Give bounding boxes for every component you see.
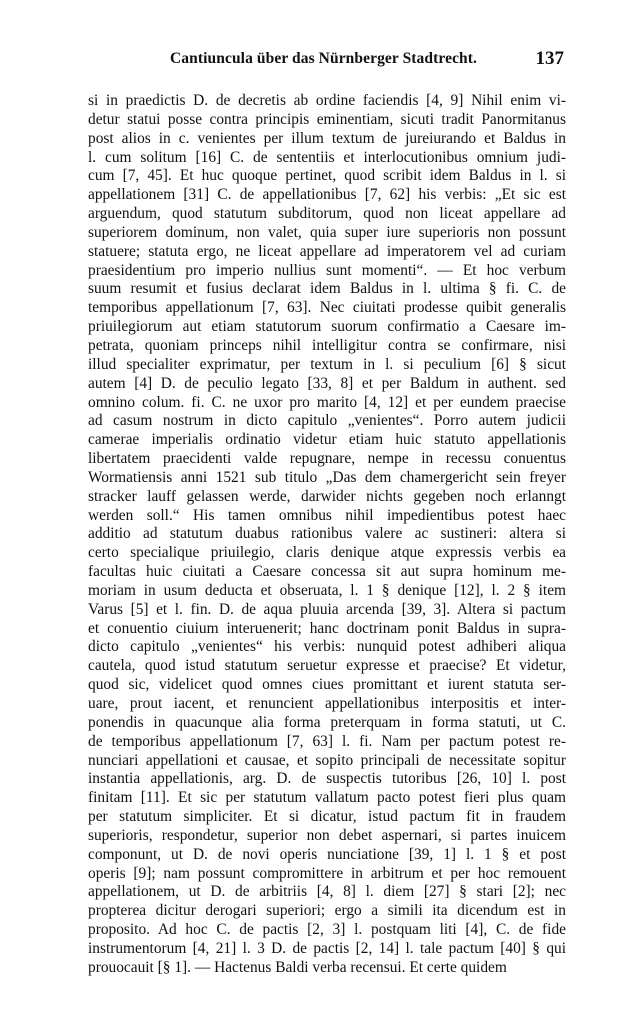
text-line: appellationem [31] C. de appellationibus [7, 62] his verbis: „Et sic est — [88, 186, 566, 204]
text-line: praesidentium pro imperio nullius sunt momenti“. — Et hoc verbum — [88, 261, 566, 279]
text-line: prouocauit [§ 1]. — Hactenus Baldi verba recensui. Et certe quidem — [88, 958, 507, 976]
text-line: temporibus appellationum [7, 63]. Nec ciuitati prodesse quibit generalis — [88, 299, 566, 317]
text-line: priuilegiorum aut etiam statutorum suorum confirmatio a Caesare im- — [88, 318, 566, 336]
text-line: suum resumit et fusius declarat idem Baldus in l. ultima § fi. C. de — [88, 280, 566, 298]
text-line: petrata, quoniam princeps nihil intelligitur contra se confirmare, nisi — [88, 336, 566, 354]
text-line: propterea dicitur derogari superiori; ergo a simili ita dicendum est in — [88, 902, 566, 920]
text-line: l. cum solitum [16] C. de sententiis et interlocutionibus omnium judi- — [88, 148, 566, 166]
text-line: detur statui posse contra principis eminentiam, sicuti tradit Panormitanus — [88, 110, 566, 128]
text-line: ad casum nostrum in dicto capitulo „venientes“. Porro autem judicii — [88, 412, 566, 430]
text-line: facultas huic ciuitati a Caesare concessa sit aut supra hominum me- — [88, 563, 566, 581]
text-line: omnino colum. fi. C. ne uxor pro marito [4, 12] et per eundem praecise — [88, 393, 566, 411]
text-line: si in praedictis D. de decretis ab ordine faciendis [4, 9] Nihil enim vi- — [88, 92, 566, 109]
body-text — [88, 92, 566, 978]
text-line: proposito. Ad hoc C. de pactis [2, 3] l. postquam liti [4], C. de fide — [88, 921, 566, 939]
text-line: ponendis in quacunque alia forma preterquam in forma statuti, ut C. — [88, 713, 566, 731]
text-line: post alios in c. venientes per illum textum de jureiurando et Baldus in — [88, 129, 566, 147]
text-line: additio ad statutum duabus rationibus valere ac sustineri: altera si — [88, 525, 566, 543]
text-line: Varus [5] et l. fin. D. de aqua pluuia arcenda [39, 3]. Altera si pactum — [88, 600, 566, 618]
text-line: uare, prout iacent, et renuncient appellationibus interpositis et inter- — [88, 695, 566, 712]
text-line: superiorem dominum, non valet, quia super iure superioris non possunt — [88, 223, 566, 241]
running-header — [88, 50, 568, 72]
text-line: superioris, respondetur, superior non debet aspernari, si partes inuicem — [88, 826, 566, 844]
text-line: werden soll.“ His tamen omnibus nihil impedientibus potest haec — [88, 506, 566, 524]
text-line: quod sic, videlicet quod omnes ciues promittant et iurent statuta ser- — [88, 676, 566, 694]
text-line: de temporibus appellationum [7, 63] l. fi. Nam per pactum potest re- — [88, 732, 566, 750]
text-line: autem [4] D. de peculio legato [33, 8] et per Baldum in authent. sed — [88, 374, 566, 392]
text-line: cum [7, 45]. Et huc quoque pertinet, quod scribit idem Baldus in l. si — [88, 167, 566, 185]
text-line: appellationem, ut D. de arbitriis [4, 8] l. diem [27] § stari [2]; nec — [88, 883, 566, 901]
text-line: componunt, ut D. de novi operis nunciatione [39, 1] l. 1 § et post — [88, 845, 566, 863]
text-line: nunciari appellationi et causae, et sopito principali de necessitate sopitur — [88, 751, 566, 769]
text-line: camerae imperialis ordinatio videtur etiam huic statuto appellationis — [88, 431, 566, 449]
text-line: et conuentio ciuium interuenerit; hanc doctrinam ponit Baldus in supra- — [88, 619, 566, 637]
page-number: 137 — [535, 48, 564, 69]
text-line: Wormatiensis anni 1521 sub titulo „Das dem chamergericht sein freyer — [88, 468, 566, 486]
text-line: cautela, quod istud statutum seruetur expresse et praecise? Et videtur, — [88, 657, 566, 675]
running-title: Cantiuncula über das Nürnberger Stadtrecht. — [170, 50, 478, 67]
text-line: dicto capitulo „venientes“ his verbis: nunquid potest adhiberi aliqua — [88, 638, 566, 656]
text-line: per statutum simpliciter. Et si dicatur, istud pactum fit in fraudem — [88, 808, 566, 826]
text-line: moriam in usum deducta et obseruata, l. 1 § denique [12], l. 2 § item — [88, 581, 566, 599]
text-line: operis [9]; nam possunt compromittere in arbitrum et per hoc remouent — [88, 864, 566, 882]
text-line: stracker lauff gelassen werde, darwider nichts gegeben noch erlanngt — [88, 487, 566, 505]
text-line: illud specialiter exprimatur, per textum in l. si peculium [6] § sicut — [88, 355, 566, 373]
text-line: instrumentorum [4, 21] l. 3 D. de pactis [2, 14] l. tale pactum [40] § qui — [88, 939, 566, 957]
text-line: certo specialique priuilegio, claris denique atque expressis verbis ea — [88, 544, 566, 562]
text-line: statuere; statuta ergo, ne liceat appellare ad imperatorem vel ad curiam — [88, 242, 566, 260]
text-line: finitam [11]. Et sic per statutum vallatum pacto potest fieri plus quam — [88, 789, 566, 807]
text-line: libertatem praecidenti valde repugnare, nempe in recessu conuentus — [88, 450, 566, 468]
text-line: arguendum, quod statutum subditorum, quod non liceat appellare ad — [88, 205, 566, 223]
text-line: instantia appellationis, arg. D. de suspectis tutoribus [26, 10] l. post — [88, 770, 566, 788]
